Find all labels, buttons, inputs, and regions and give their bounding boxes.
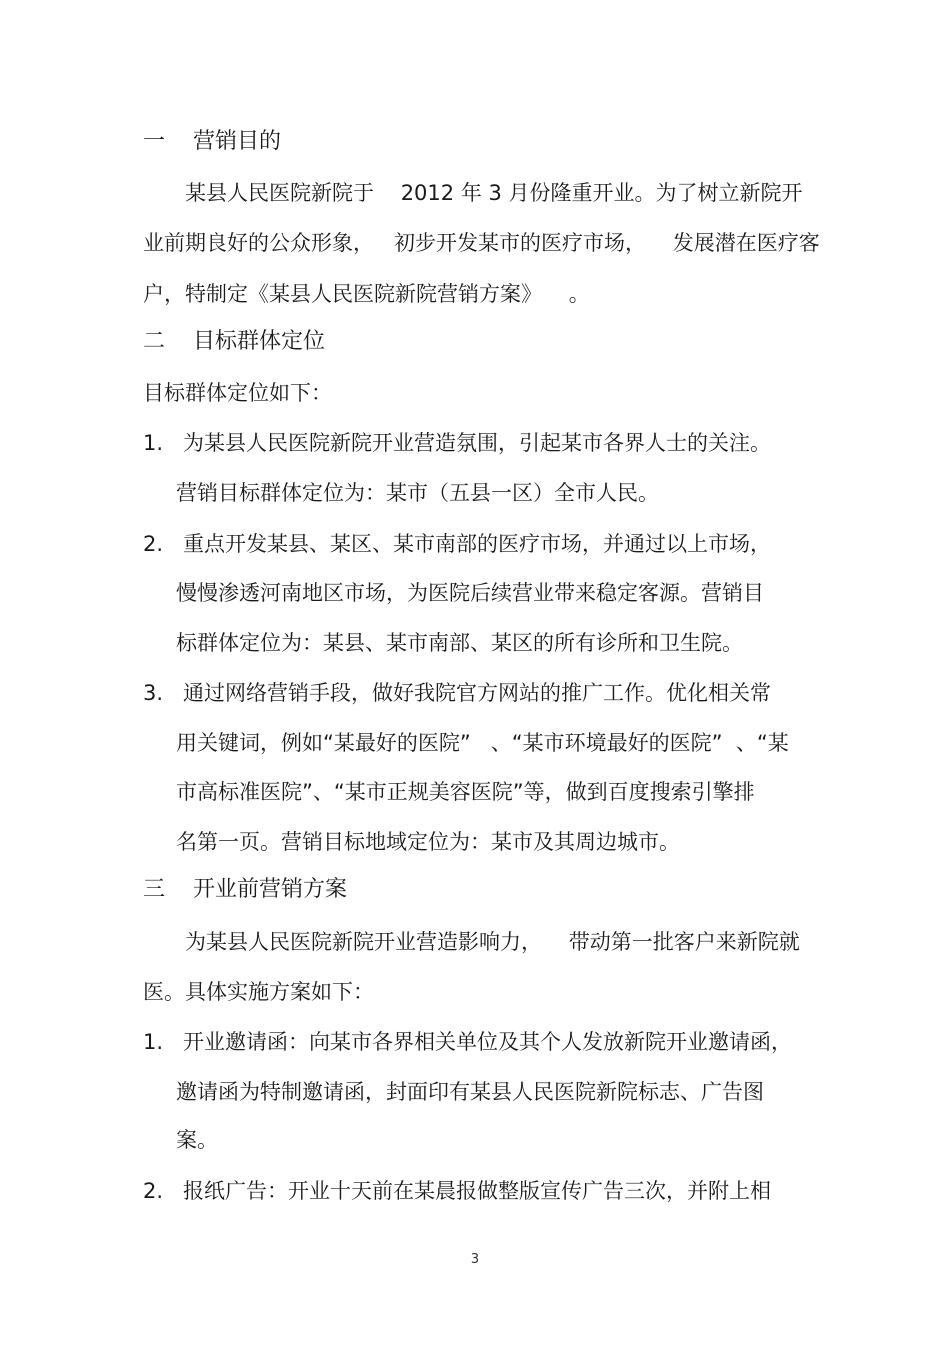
section-heading-2: 二 目标群体定位 [143, 329, 325, 354]
list-item-line: 案。 [176, 1128, 218, 1152]
list-item-line: 慢慢渗透河南地区市场，为医院后续营业带来稳定客源。营销目 [176, 581, 764, 605]
list-item-line: 标群体定位为：某县、某市南部、某区的所有诊所和卫生院。 [176, 631, 743, 655]
list-item-first-line: 2. 报纸广告：开业十天前在某晨报做整版宣传广告三次，并附上相 [143, 1179, 772, 1203]
list-item-line: 营销目标群体定位为：某市（五县一区）全市人民。 [176, 481, 659, 505]
section-heading-1: 一 营销目的 [143, 129, 281, 154]
paragraph-line: 医。具体实施方案如下： [143, 980, 374, 1004]
list-item-first-line: 1. 为某县人民医院新院开业营造氛围，引起某市各界人士的关注。 [143, 431, 772, 455]
page-number: 3 [470, 1252, 480, 1267]
list-item-line: 邀请函为特制邀请函，封面印有某县人民医院新院标志、广告图 [176, 1080, 764, 1104]
list-item-line: 名第一页。营销目标地域定位为：某市及其周边城市。 [176, 830, 680, 854]
list-item-first-line: 2. 重点开发某县、某区、某市南部的医疗市场，并通过以上市场， [143, 532, 772, 556]
section-heading-3: 三 开业前营销方案 [143, 877, 347, 902]
paragraph-line: 为某县人民医院新院开业营造影响力， 带动第一批客户来新院就 [185, 930, 800, 954]
list-item-line: 用关键词，例如“某最好的医院” 、“某市环境最好的医院” 、“某 [176, 731, 789, 755]
list-item-first-line: 1. 开业邀请函：向某市各界相关单位及其个人发放新院开业邀请函， [143, 1030, 793, 1054]
paragraph-line: 业前期良好的公众形象， 初步开发某市的医疗市场， 发展潜在医疗客 [143, 231, 820, 255]
intro-line: 目标群体定位如下： [143, 381, 332, 405]
list-item-line: 市高标准医院”、“某市正规美容医院”等，做到百度搜索引擎排 [176, 780, 755, 804]
paragraph-line: 某县人民医院新院于 2012 年 3 月份隆重开业。为了树立新院开 [185, 181, 803, 205]
paragraph-line: 户，特制定《某县人民医院新院营销方案》 。 [143, 282, 590, 306]
list-item-first-line: 3. 通过网络营销手段，做好我院官方网站的推广工作。优化相关常 [143, 681, 772, 705]
